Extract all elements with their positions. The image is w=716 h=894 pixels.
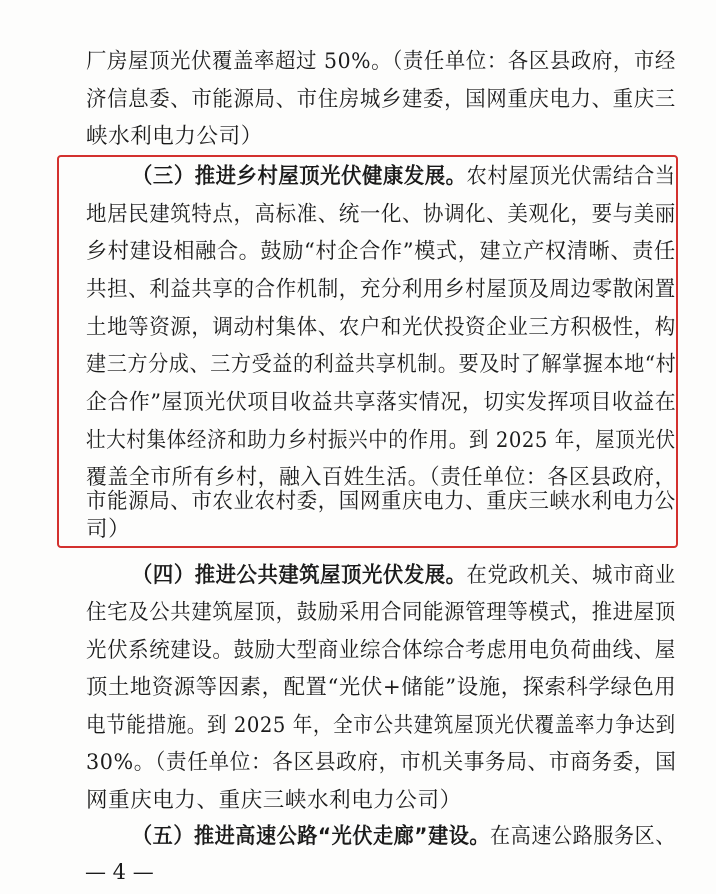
section-5-heading: （五）推进高速公路“光伏走廊”建设。 bbox=[132, 824, 491, 849]
section-3-line-10: 市能源局、市农业农村委，国网重庆电力、重庆三峡水利电力公 bbox=[86, 489, 676, 514]
section-3-heading: （三）推进乡村屋顶光伏健康发展。 bbox=[132, 164, 467, 189]
page-number: — 4 — bbox=[85, 860, 154, 884]
section-3-line-9: 覆盖全市所有乡村，融入百姓生活。（责任单位：各区县政府， bbox=[86, 465, 677, 490]
section-4-line-6: 30%。（责任单位：各区县政府，市机关事务局、市商务委，国 bbox=[86, 750, 677, 775]
section-4-line-2: 住宅及公共建筑屋顶，鼓励采用合同能源管理等模式，推进屋顶 bbox=[86, 600, 676, 625]
section-5-first-line bbox=[132, 822, 676, 852]
intro-line-1: 厂房屋顶光伏覆盖率超过 50%。（责任单位：各区县政府，市经 bbox=[86, 49, 676, 74]
section-3-line-6: 建三方分成、三方受益的利益共享机制。要及时了解掌握本地“村 bbox=[86, 352, 677, 377]
section-4-heading: （四）推进公共建筑屋顶光伏发展。 bbox=[132, 563, 467, 588]
section-4-line-5: 电节能措施。到 2025 年，全市公共建筑屋顶光伏覆盖率力争达到 bbox=[86, 713, 676, 738]
section-3-line-7: 企合作”屋顶光伏项目收益共享落实情况，切实发挥项目收益在 bbox=[86, 390, 677, 415]
section-3-first-line bbox=[132, 162, 676, 192]
section-5-first-line-rest: 在高速公路服务区、 bbox=[490, 824, 676, 849]
section-3-line-3: 乡村建设相融合。鼓励“村企合作”模式，建立产权清晰、责任 bbox=[86, 239, 676, 264]
intro-line-2: 济信息委、市能源局、市住房城乡建委，国网重庆电力、重庆三 bbox=[86, 87, 676, 112]
section-4-first-line-rest: 在党政机关、城市商业 bbox=[466, 563, 676, 588]
section-3-line-2: 地居民建筑特点，高标准、统一化、协调化、美观化，要与美丽 bbox=[86, 202, 676, 227]
section-4-line-7: 网重庆电力、重庆三峡水利电力公司） bbox=[86, 788, 462, 813]
section-3-line-11: 司） bbox=[86, 517, 131, 542]
section-4-first-line bbox=[132, 561, 676, 591]
section-3-line-5: 土地等资源，调动村集体、农户和光伏投资企业三方积极性，构 bbox=[86, 315, 676, 340]
section-3-line-4: 共担、利益共享的合作机制，充分利用乡村屋顶及周边零散闲置 bbox=[86, 277, 676, 302]
intro-line-3: 峡水利电力公司） bbox=[86, 124, 263, 149]
section-4-line-3: 光伏系统建设。鼓励大型商业综合体综合考虑用电负荷曲线、屋 bbox=[86, 638, 676, 663]
section-4-line-4: 顶土地资源等因素，配置“光伏+储能”设施，探索科学绿色用 bbox=[86, 675, 677, 700]
section-3-first-line-rest: 农村屋顶光伏需结合当 bbox=[466, 164, 676, 189]
section-3-line-8: 壮大村集体经济和助力乡村振兴中的作用。到 2025 年，屋顶光伏 bbox=[86, 428, 676, 453]
